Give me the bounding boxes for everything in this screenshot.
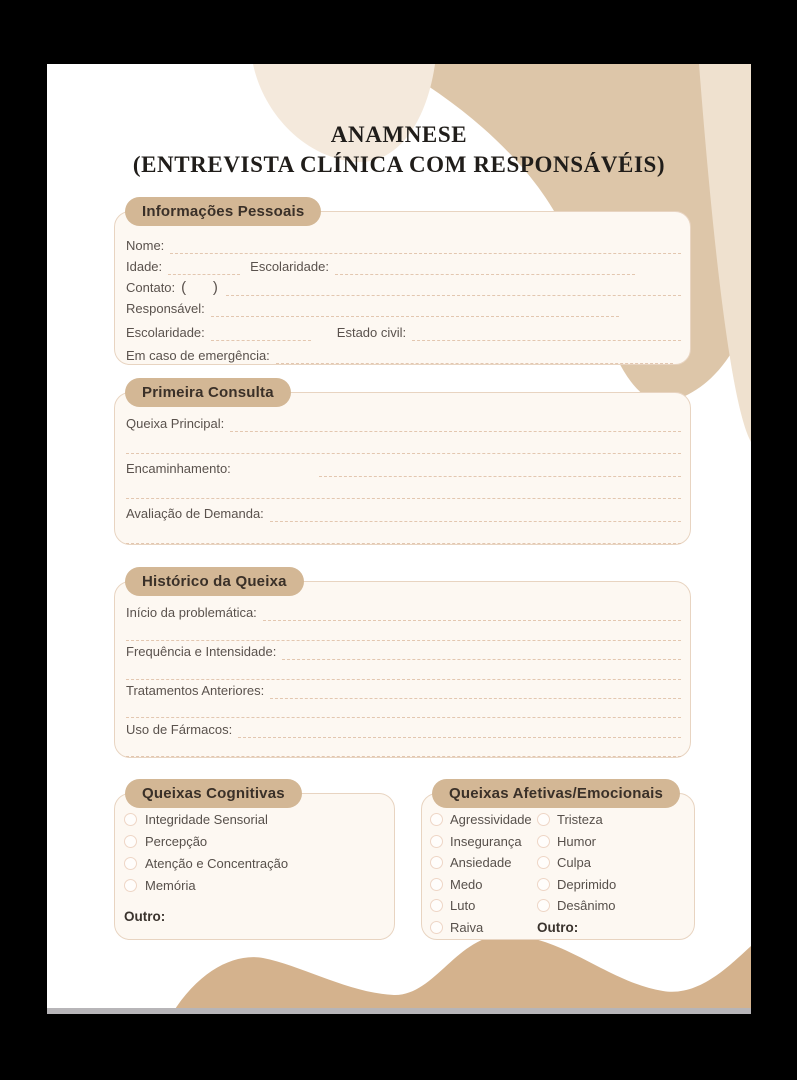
title-line-1: ANAMNESE xyxy=(330,122,468,147)
inicio-input-line[interactable] xyxy=(263,606,681,621)
affective-column-2 xyxy=(537,809,690,939)
frequencia-input-line[interactable] xyxy=(282,645,681,660)
encaminhamento-extra-line-row xyxy=(126,477,681,500)
frequencia-extra-line-row xyxy=(126,660,681,679)
idade-label: Idade: xyxy=(126,259,163,274)
option-memoria[interactable] xyxy=(124,874,386,896)
farmacos-input-line[interactable] xyxy=(238,723,681,738)
radio-circle-icon[interactable] xyxy=(537,856,550,869)
option-integridade-sensorial[interactable] xyxy=(124,808,386,830)
affective-other-label: Outro: xyxy=(537,919,579,935)
option-label: Ansiedade xyxy=(450,855,512,871)
radio-circle-icon[interactable] xyxy=(124,835,137,848)
field-row-inicio xyxy=(126,602,681,621)
frequencia-input-line-2[interactable] xyxy=(126,665,681,680)
option-label: Raiva xyxy=(450,919,484,935)
radio-circle-icon[interactable] xyxy=(124,813,137,826)
avaliacao-label: Avaliação de Demanda: xyxy=(126,505,264,521)
radio-circle-icon[interactable] xyxy=(430,921,443,934)
field-row-idade-escolaridade xyxy=(126,254,681,275)
nome-label: Nome: xyxy=(126,238,165,253)
field-row-tratamentos xyxy=(126,680,681,699)
page-bottom-edge-strip xyxy=(47,1008,751,1014)
section-badge-informacoes-pessoais: Informações Pessoais xyxy=(125,197,321,226)
inicio-label: Início da problemática: xyxy=(126,605,257,621)
card-historico-da-queixa xyxy=(114,573,691,758)
radio-circle-icon[interactable] xyxy=(124,879,137,892)
contato-label: Contato: xyxy=(126,280,176,295)
farmacos-extra-line-row xyxy=(126,738,681,757)
tratamentos-extra-line-row xyxy=(126,699,681,718)
option-inseguranca[interactable] xyxy=(430,831,537,853)
option-culpa[interactable] xyxy=(537,852,690,874)
idade-input-line[interactable] xyxy=(168,260,240,275)
affective-other-row[interactable] xyxy=(537,917,690,939)
avaliacao-input-line[interactable] xyxy=(270,507,681,522)
field-row-nome xyxy=(126,233,681,254)
avaliacao-input-line-2[interactable] xyxy=(126,529,681,544)
page-title xyxy=(47,120,751,181)
tratamentos-input-line-2[interactable] xyxy=(126,703,681,718)
radio-circle-icon[interactable] xyxy=(537,899,550,912)
field-row-farmacos xyxy=(126,718,681,737)
radio-circle-icon[interactable] xyxy=(537,813,550,826)
option-label: Medo xyxy=(450,876,483,892)
section-badge-queixas-cognitivas: Queixas Cognitivas xyxy=(125,779,302,808)
responsavel-input-line[interactable] xyxy=(211,302,619,317)
encaminhamento-input-line[interactable] xyxy=(319,462,681,477)
option-desanimo[interactable] xyxy=(537,895,690,917)
option-label: Insegurança xyxy=(450,833,522,849)
field-row-frequencia xyxy=(126,641,681,660)
estado-civil-label: Estado civil: xyxy=(336,325,407,340)
inicio-extra-line-row xyxy=(126,621,681,640)
option-raiva[interactable] xyxy=(430,917,537,939)
radio-circle-icon[interactable] xyxy=(430,835,443,848)
option-label: Agressividade xyxy=(450,812,532,828)
option-deprimido[interactable] xyxy=(537,874,690,896)
responsavel-label: Responsável: xyxy=(126,301,205,316)
card-queixas-afetivas-emocionais xyxy=(421,785,695,940)
cognitive-other-label: Outro: xyxy=(124,908,166,924)
option-medo[interactable] xyxy=(430,874,537,896)
tratamentos-label: Tratamentos Anteriores: xyxy=(126,682,265,698)
option-percepcao[interactable] xyxy=(124,830,386,852)
queixa-principal-input-line-2[interactable] xyxy=(126,439,681,454)
field-row-avaliacao xyxy=(126,499,681,522)
tratamentos-input-line[interactable] xyxy=(270,684,681,699)
option-label: Desânimo xyxy=(557,898,616,914)
form-page xyxy=(47,64,751,1014)
affective-column-1 xyxy=(430,809,537,939)
option-label: Percepção xyxy=(145,833,208,849)
option-label: Humor xyxy=(557,833,597,849)
radio-circle-icon[interactable] xyxy=(124,857,137,870)
option-label: Memória xyxy=(145,877,196,893)
radio-circle-icon[interactable] xyxy=(430,899,443,912)
title-line-2: (ENTREVISTA CLÍNICA COM RESPONSÁVÉIS) xyxy=(132,152,666,178)
option-label: Atenção e Concentração xyxy=(145,855,289,871)
field-row-contato xyxy=(126,275,681,296)
card-queixas-cognitivas xyxy=(114,785,395,940)
section-badge-primeira-consulta: Primeira Consulta xyxy=(125,378,291,407)
option-agressividade[interactable] xyxy=(430,809,537,831)
farmacos-input-line-2[interactable] xyxy=(126,742,681,757)
contato-input-line[interactable] xyxy=(226,281,681,296)
cognitive-other-row[interactable] xyxy=(124,905,386,927)
option-humor[interactable] xyxy=(537,831,690,853)
option-ansiedade[interactable] xyxy=(430,852,537,874)
contato-area-code-parens[interactable]: ( ) xyxy=(181,279,220,296)
option-label: Luto xyxy=(450,898,476,914)
escolaridade2-label: Escolaridade: xyxy=(126,325,205,340)
escolaridade-input-line[interactable] xyxy=(335,260,635,275)
section-badge-historico-da-queixa: Histórico da Queixa xyxy=(125,567,304,596)
deco-bottom-wave xyxy=(172,935,751,1014)
encaminhamento-label: Encaminhamento: xyxy=(126,460,231,476)
avaliacao-extra-line-row xyxy=(126,522,681,545)
radio-circle-icon[interactable] xyxy=(430,878,443,891)
card-primeira-consulta xyxy=(114,384,691,545)
emergencia-input-line[interactable] xyxy=(276,349,673,364)
radio-circle-icon[interactable] xyxy=(430,813,443,826)
queixa-principal-extra-line-row xyxy=(126,432,681,455)
escolaridade2-input-line[interactable] xyxy=(211,326,311,341)
radio-circle-icon[interactable] xyxy=(430,856,443,869)
field-row-queixa-principal xyxy=(126,409,681,432)
frequencia-label: Frequência e Intensidade: xyxy=(126,644,277,660)
farmacos-label: Uso de Fármacos: xyxy=(126,721,233,737)
nome-input-line[interactable] xyxy=(170,239,681,254)
estado-civil-input-line[interactable] xyxy=(412,326,681,341)
emergencia-label: Em caso de emergência: xyxy=(126,348,270,363)
field-row-encaminhamento xyxy=(126,454,681,477)
option-label: Deprimido xyxy=(557,876,617,892)
option-luto[interactable] xyxy=(430,895,537,917)
radio-circle-icon[interactable] xyxy=(537,835,550,848)
option-label: Culpa xyxy=(557,855,591,871)
queixa-principal-input-line[interactable] xyxy=(230,417,681,432)
queixa-principal-label: Queixa Principal: xyxy=(126,415,225,431)
option-atencao-concentracao[interactable] xyxy=(124,852,386,874)
option-label: Tristeza xyxy=(557,812,603,828)
option-tristeza[interactable] xyxy=(537,809,690,831)
field-row-emergencia xyxy=(126,343,681,364)
option-label: Integridade Sensorial xyxy=(145,811,268,827)
card-informacoes-pessoais xyxy=(114,203,691,365)
field-row-responsavel xyxy=(126,296,681,317)
encaminhamento-input-line-2[interactable] xyxy=(126,484,681,499)
escolaridade-label: Escolaridade: xyxy=(250,259,329,274)
section-badge-queixas-afetivas: Queixas Afetivas/Emocionais xyxy=(432,779,680,808)
inicio-input-line-2[interactable] xyxy=(126,626,681,641)
radio-circle-icon[interactable] xyxy=(537,878,550,891)
field-row-escolaridade-estadocivil xyxy=(126,320,681,341)
